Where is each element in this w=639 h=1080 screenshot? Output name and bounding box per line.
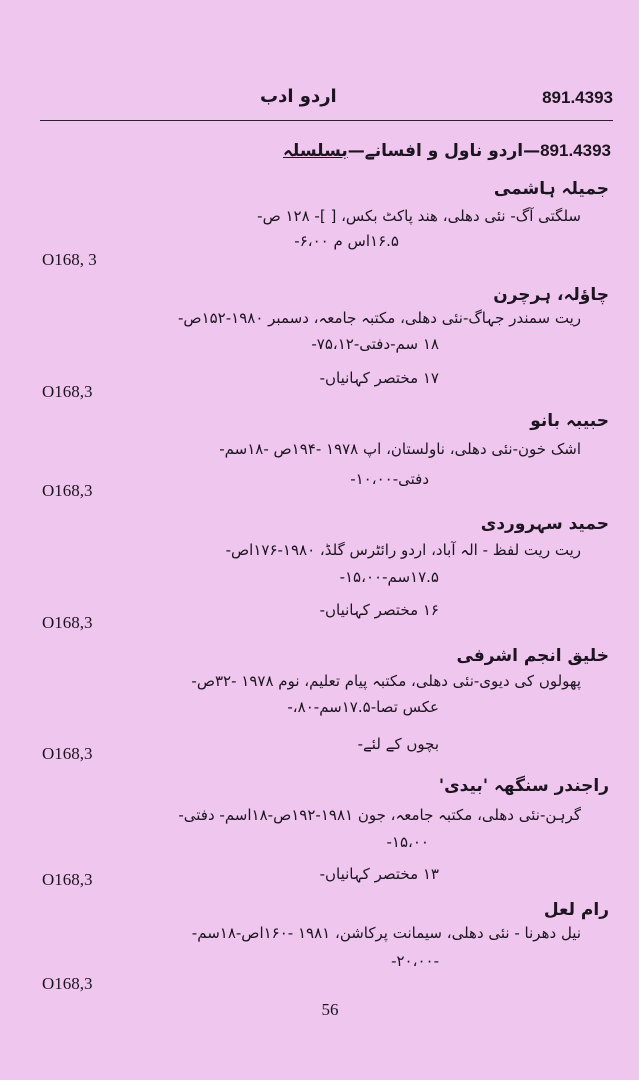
entry-line: ۱۸ سم-دفتی-۷۵،۱۲- [311, 335, 439, 353]
entry-line: ریت ریت لفظ - الہ آباد، اردو رائٹرس گلڈ، ۱۹۸۰-۱۷۶اص- [225, 541, 581, 559]
entry-line: پھولوں کی دیوی-نئی دھلی، مکتبہ پیام تعلیم، نوم ۱۹۷۸ -۳۲ص- [191, 672, 581, 690]
entry-code: O168,3 [42, 870, 93, 889]
entry-line: بچوں کے لئے- [357, 735, 439, 753]
header-class-number: 891.4393 [542, 88, 613, 107]
entry-line: گرہن-نئی دھلی، مکتبہ جامعہ، جون ۱۹۸۱-۱۹۲ص-۱۸اسم- دفتی- [178, 806, 581, 824]
entry-line: -۲۰،۰۰- [391, 952, 439, 970]
entry-code: O168,3 [42, 744, 93, 763]
entry-code: O168,3 [42, 382, 93, 401]
entry-author: حبیبہ بانو [530, 411, 609, 431]
running-header [40, 84, 613, 118]
entry-author: جمیلہ ہاشمی [493, 179, 609, 199]
entry-line: دفتی-۱۰،۰۰- [350, 470, 429, 488]
entry-code: O168,3 [42, 974, 93, 993]
entry-author: رام لعل [543, 900, 609, 920]
series-class-number: 891.4393 [540, 141, 611, 160]
entry-line: ۱۳ مختصر کہانیاں- [319, 865, 439, 883]
entry-author: خلیق انجم اشرفی [456, 646, 609, 666]
entry-line: ۱۶ مختصر کہانیاں- [319, 601, 439, 619]
entry-code: O168,3 [42, 481, 93, 500]
entry-line: ۱۵،۰۰- [386, 833, 429, 851]
entry-code: O168,3 [42, 613, 93, 632]
series-subheading: بسلسلہ [282, 141, 348, 161]
entry-author: حمید سہروردی [480, 514, 609, 534]
entry-line: ریت سمندر جہاگ-نئی دھلی، مکتبہ جامعہ، دسمبر ۱۹۸۰-۱۵۲ص- [178, 309, 581, 327]
entry-line: سلگتی آگ- نئی دھلی، ھند پاکٹ بکس، [ ]- ۱۲۸ ص- [257, 207, 581, 225]
entry-code: O168, 3 [42, 250, 97, 269]
series-heading [40, 140, 611, 170]
series-title: —اردو ناول و افسانے— [347, 141, 541, 161]
header-title: اردو ادب [260, 86, 337, 107]
entry-line: ۱۶.۵اس م ۶،۰۰- [294, 232, 399, 250]
entry-line: عکس تصا-۱۷.۵سم-۸۰،- [287, 698, 439, 716]
entry-line: ۱۷.۵سم-۱۵،۰۰- [339, 568, 439, 586]
entry-line: نیل دھرنا - نئی دھلی، سیمانت پرکاشن، ۱۹۸۱ -۱۶۰اص-۱۸سم- [191, 924, 581, 942]
header-rule [40, 120, 613, 121]
entry-author: راجندر سنگھہ 'بیدی' [438, 776, 609, 796]
page-number: 56 [321, 1000, 339, 1019]
entry-line: اشک خون-نئی دھلی، ناولستان، اپ ۱۹۷۸ -۱۹۴ص -۱۸سم- [219, 440, 581, 458]
entry-author: چاؤلہ، ہرچرن [493, 285, 609, 305]
entry-line: ۱۷ مختصر کہانیاں- [319, 369, 439, 387]
